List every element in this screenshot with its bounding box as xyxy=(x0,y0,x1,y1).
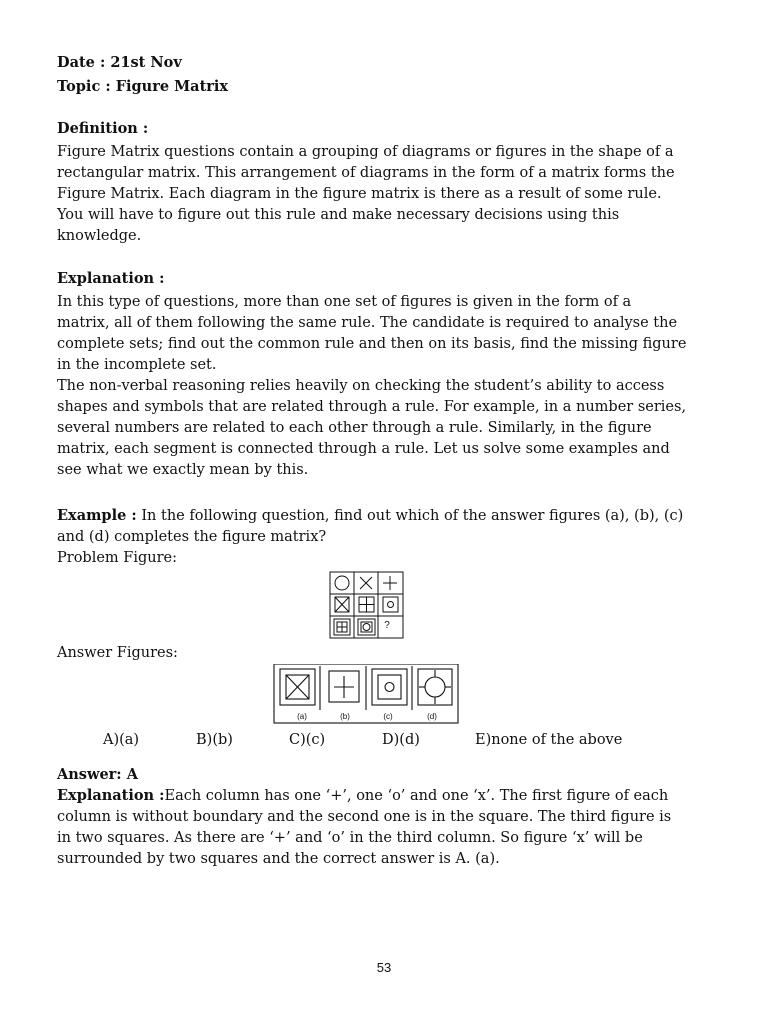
solution-explanation-label: Explanation : xyxy=(57,787,165,804)
explanation-heading: Explanation : xyxy=(57,270,165,287)
matrix-plus-icon xyxy=(383,576,397,590)
answer-fig-label-c: (c) xyxy=(383,712,393,721)
definition-text: Figure Matrix questions contain a grouping of diagrams or figures in the shape of a rectangular matrix. This arrangement of diagrams in the form of a matrix forms the Figure Matrix. Each diagram in the figure matrix is there as a result of some rule. You will have to figure out this rule and make necessary decisions using this knowledge. xyxy=(57,144,675,244)
answer-b-boxed-plus-icon xyxy=(329,671,359,702)
problem-figure-matrix xyxy=(57,570,687,642)
date-line: Date : 21st Nov xyxy=(57,54,182,71)
option-c: C)(c) xyxy=(289,732,326,748)
matrix-circle-icon xyxy=(335,576,349,590)
option-a: A)(a) xyxy=(103,732,140,748)
problem-figure-label: Problem Figure: xyxy=(57,550,177,566)
matrix-cross-icon xyxy=(360,577,372,589)
example-question-text: In the following question, find out which of the answer figures (a), (b), (c) and (d) completes the figure matrix? xyxy=(57,508,684,545)
matrix-missing-mark: ? xyxy=(384,620,390,631)
example-question xyxy=(57,505,687,548)
option-e: E)none of the above xyxy=(475,732,623,748)
answer-options xyxy=(57,730,687,751)
matrix-boxed-cross-icon xyxy=(335,597,349,612)
page-number: 53 xyxy=(376,960,392,975)
matrix-double-boxed-circle-icon xyxy=(358,619,375,635)
explanation-paragraph-2: The non-verbal reasoning relies heavily on checking the student’s ability to access shapes and symbols that are related through a rule. For example, in a number series, several numbers are related to each other through a rule. Similarly, in the figure matrix, each segment is connected through a rule. Let us solve some examples and see what we exactly mean by this. xyxy=(57,378,687,478)
answer-fig-label-a: (a) xyxy=(297,712,307,721)
definition-heading: Definition : xyxy=(57,120,149,137)
option-b: B)(b) xyxy=(196,732,233,748)
topic-line: Topic : Figure Matrix xyxy=(57,78,229,95)
solution-explanation xyxy=(57,785,687,870)
answer-line: Answer: A xyxy=(57,766,138,783)
answer-c-boxed-circle-icon xyxy=(372,669,407,705)
answer-figures xyxy=(57,664,687,728)
matrix-boxed-circle-icon xyxy=(383,597,398,612)
solution-explanation-text: Each column has one ‘+’, one ‘o’ and one ‘x’. The first figure of each column is without boundary and the second one is in the square. The third figure is in two squares. As there are ‘+’ and ‘o’ in the third column. So figure ‘x’ will be surrounded by two squares and the correct answer is A. (a). xyxy=(57,788,672,867)
answer-fig-label-b: (b) xyxy=(340,712,350,721)
explanation-paragraph-1: In this type of questions, more than one set of figures is given in the form of a matrix, all of them following the same rule. The candidate is required to analyse the complete sets; find out the common rule and then on its basis, find the missing figure in the incomplete set. xyxy=(57,294,687,373)
example-label: Example : xyxy=(57,507,137,524)
answer-fig-label-d: (d) xyxy=(427,712,437,721)
document-page xyxy=(57,52,687,870)
matrix-double-boxed-plus-icon xyxy=(334,619,350,635)
answer-figures-label: Answer Figures: xyxy=(57,645,178,661)
answer-d-boxed-circle-plus-icon xyxy=(418,669,452,705)
answer-a-boxed-cross-icon xyxy=(280,669,315,705)
option-d: D)(d) xyxy=(382,732,420,748)
matrix-boxed-plus-icon xyxy=(359,597,374,612)
